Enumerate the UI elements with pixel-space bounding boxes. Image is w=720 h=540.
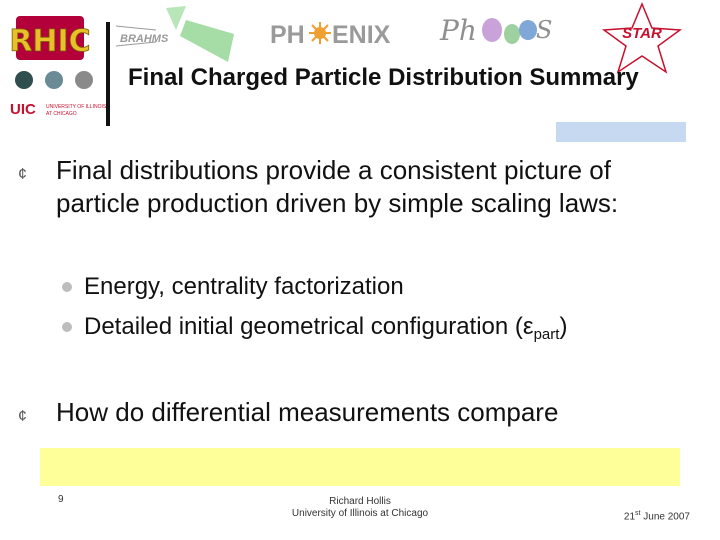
author-name: Richard Hollis bbox=[329, 496, 391, 507]
uic-logo bbox=[10, 100, 107, 118]
close-paren: ) bbox=[559, 313, 568, 340]
star-logo-text: STAR bbox=[622, 25, 662, 42]
brahms-logo bbox=[116, 6, 236, 62]
bullet-2-text: How do differential measurements compare bbox=[56, 397, 559, 427]
phenix-logo bbox=[268, 18, 400, 48]
page-number: 9 bbox=[58, 494, 64, 505]
subbullet-marker-icon bbox=[62, 282, 72, 292]
dots-decoration bbox=[12, 70, 98, 90]
rhic-logo-text: RHIC bbox=[9, 24, 91, 59]
uic-logo-text: UIC bbox=[10, 101, 36, 118]
date-suffix: st bbox=[635, 510, 641, 517]
header-divider bbox=[106, 22, 110, 126]
phobos-logo bbox=[436, 8, 566, 52]
subbullet-2-main: Detailed initial geometrical configuration ( bbox=[84, 313, 523, 340]
svg-text:Ph: Ph bbox=[440, 14, 477, 47]
brahms-logo-text: BRAHMS bbox=[120, 33, 169, 45]
svg-text:PH: PH bbox=[270, 21, 305, 49]
bullet-marker-icon: ¢ bbox=[18, 166, 27, 183]
footer-author bbox=[270, 496, 450, 520]
bullet-marker-icon: ¢ bbox=[18, 408, 27, 425]
subbullet-marker-icon bbox=[62, 322, 72, 332]
highlight-band bbox=[40, 448, 680, 486]
author-affiliation: University of Illinois at Chicago bbox=[291, 508, 429, 519]
svg-text:S: S bbox=[536, 16, 553, 44]
svg-text:ENIX: ENIX bbox=[332, 21, 391, 49]
rhic-logo bbox=[9, 12, 91, 64]
date-rest: June 2007 bbox=[640, 511, 690, 523]
subbullet-2-text bbox=[84, 312, 567, 350]
svg-text:AT CHICAGO: AT CHICAGO bbox=[46, 111, 77, 117]
svg-text:UNIVERSITY OF ILLINOIS: UNIVERSITY OF ILLINOIS bbox=[46, 104, 107, 110]
bullet-1-text: Final distributions provide a consistent picture of particle production driven by simple scaling laws: bbox=[56, 155, 619, 218]
epsilon-symbol: ε bbox=[522, 313, 534, 340]
subbullet-1-text: Energy, centrality factorization bbox=[84, 273, 404, 300]
title-accent-bar bbox=[556, 122, 686, 142]
footer-date bbox=[590, 508, 690, 523]
epsilon-subscript: part bbox=[533, 326, 560, 343]
date-day: 21 bbox=[623, 511, 636, 523]
slide-title: Final Charged Particle Distribution Summary bbox=[128, 64, 639, 91]
